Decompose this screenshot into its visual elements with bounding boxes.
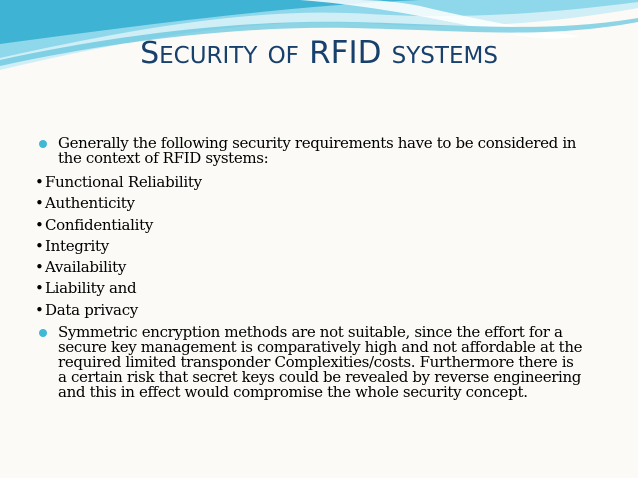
title-word-of: OF [267,43,299,69]
title-word-rfid: RFID [309,35,382,71]
sub-bullet-marker: • [35,300,44,319]
requirement-label: Authenticity [45,194,135,213]
slide-title [0,36,638,69]
requirement-label: Functional Reliability [45,173,202,191]
title-word-systems: SYSTEMS [391,43,498,69]
requirement-item [35,172,609,193]
requirement-item [35,278,609,299]
intro-bullet [39,136,609,166]
requirement-item [35,236,609,257]
intro-bullet-line: Generally the following security requirements have to be considered in [58,134,577,152]
requirement-item [35,300,609,321]
slide-content [35,134,609,402]
intro-bullet-line: the context of RFID systems: [58,149,269,167]
sub-bullet-marker: • [35,173,44,191]
encryption-bullet-line: secure key management is comparatively high and not affordable at the [58,338,583,357]
requirement-item [35,215,609,236]
encryption-bullet-line: Symmetric encryption methods are not suitable, since the effort for a [58,323,563,342]
sub-bullet-marker: • [35,258,44,277]
requirement-label: Liability and [45,279,137,298]
title-word-security: ECURITY [159,43,258,69]
encryption-bullet-line: required limited transponder Complexities/costs. Furthermore there is [58,353,574,372]
sub-bullet-marker: • [35,215,44,234]
encryption-bullet-line: a certain risk that secret keys could be revealed by reverse engineering [58,368,582,387]
requirement-label: Integrity [45,236,109,255]
requirement-label: Confidentiality [45,215,154,234]
requirement-label: Data privacy [45,300,138,319]
requirement-item [35,257,609,278]
sub-bullet-marker: • [35,279,44,298]
requirements-list [35,172,609,321]
requirement-label: Availability [45,258,127,277]
title-initial: S [140,36,160,71]
sub-bullet-marker: • [35,236,44,255]
sub-bullet-marker: • [35,194,44,213]
encryption-bullet-line: and this in effect would compromise the whole security concept. [58,383,528,402]
requirement-item [35,193,609,214]
encryption-bullet [39,325,609,400]
